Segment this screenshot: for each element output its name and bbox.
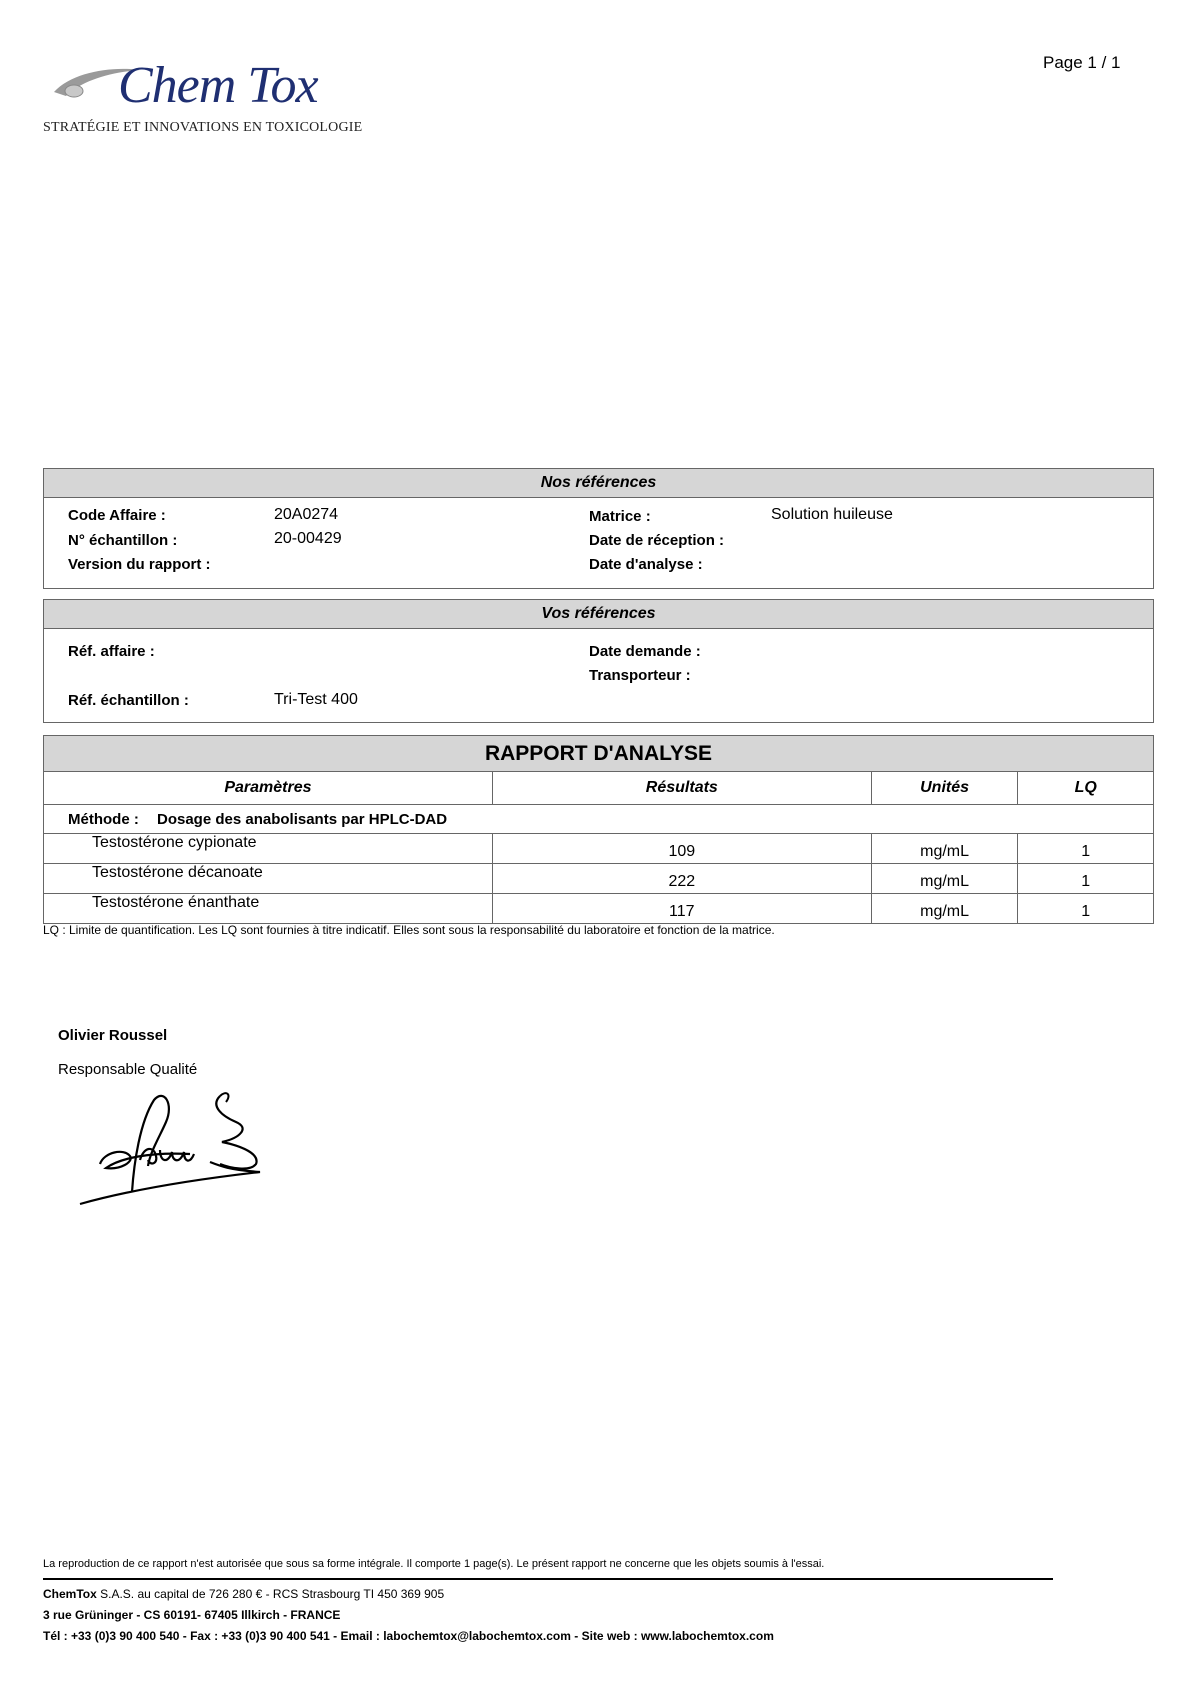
nos-references-title: Nos références	[44, 469, 1153, 498]
result-value: 109	[492, 834, 871, 864]
results-table	[44, 772, 1153, 923]
logo-tagline: STRATÉGIE ET INNOVATIONS EN TOXICOLOGIE	[43, 120, 363, 135]
matrice-value: Solution huileuse	[771, 506, 893, 523]
signer-name: Olivier Roussel	[58, 1027, 168, 1044]
company-logo	[40, 52, 380, 142]
param-name: Testostérone cypionate	[44, 834, 492, 864]
vos-references-box	[43, 599, 1154, 723]
reproduction-note: La reproduction de ce rapport n'est autorisée que sous sa forme intégrale. Il comporte 1 page(s). Le présent rapport ne concerne que les objets soumis à l'essai.	[43, 1558, 825, 1570]
ref-echantillon-value: Tri-Test 400	[274, 691, 358, 708]
matrice-label: Matrice :	[589, 508, 651, 525]
nos-references-box	[43, 468, 1154, 589]
unit-value: mg/mL	[871, 894, 1018, 924]
method-value: Dosage des anabolisants par HPLC-DAD	[157, 810, 448, 828]
signer-role: Responsable Qualité	[58, 1061, 198, 1078]
table-row	[44, 834, 1153, 864]
analysis-report	[43, 735, 1154, 924]
date-analyse-label: Date d'analyse :	[589, 556, 703, 573]
lq-note: LQ : Limite de quantification. Les LQ sont fournies à titre indicatif. Elles sont sous la responsabilité du laboratoire et fonction de la matrice.	[43, 923, 775, 937]
company-legal: S.A.S. au capital de 726 280 € - RCS Strasbourg TI 450 369 905	[96, 1587, 445, 1601]
result-value: 117	[492, 894, 871, 924]
handwritten-signature	[70, 1082, 300, 1212]
lq-value: 1	[1018, 834, 1153, 864]
footer-divider	[43, 1578, 1053, 1580]
column-header-unites: Unités	[871, 772, 1018, 805]
ref-echantillon-label: Réf. échantillon :	[68, 692, 189, 709]
method-label: Méthode :	[68, 810, 139, 828]
table-header-row	[44, 772, 1153, 805]
lq-value: 1	[1018, 864, 1153, 894]
method-row	[44, 805, 1153, 834]
echantillon-value: 20-00429	[274, 530, 342, 547]
code-affaire-value: 20A0274	[274, 506, 339, 523]
logo-text: Chem Tox	[118, 57, 318, 114]
method-cell	[44, 805, 1153, 834]
company-contact: Tél : +33 (0)3 90 400 540 - Fax : +33 (0)3 90 400 541 - Email : labochemtox@labochemtox.com - Site web : www.labochemtox.com	[43, 1629, 774, 1643]
company-info	[43, 1587, 444, 1601]
lq-value: 1	[1018, 894, 1153, 924]
date-demande-label: Date demande :	[589, 643, 701, 660]
transporteur-label: Transporteur :	[589, 667, 691, 684]
column-header-resultats: Résultats	[492, 772, 871, 805]
ref-affaire-label: Réf. affaire :	[68, 643, 155, 660]
unit-value: mg/mL	[871, 834, 1018, 864]
unit-value: mg/mL	[871, 864, 1018, 894]
report-title: RAPPORT D'ANALYSE	[44, 736, 1153, 772]
param-name: Testostérone énanthate	[44, 894, 492, 924]
echantillon-label: N° échantillon :	[68, 532, 178, 549]
company-address: 3 rue Grüninger - CS 60191- 67405 Illkirch - FRANCE	[43, 1608, 341, 1622]
table-row	[44, 894, 1153, 924]
column-header-lq: LQ	[1018, 772, 1153, 805]
vos-references-title: Vos références	[44, 600, 1153, 629]
company-name: ChemTox	[43, 1587, 97, 1601]
version-label: Version du rapport :	[68, 556, 211, 573]
page-number: Page 1 / 1	[1043, 53, 1121, 72]
result-value: 222	[492, 864, 871, 894]
column-header-parametres: Paramètres	[44, 772, 492, 805]
table-row	[44, 864, 1153, 894]
param-name: Testostérone décanoate	[44, 864, 492, 894]
code-affaire-label: Code Affaire :	[68, 507, 166, 524]
date-reception-label: Date de réception :	[589, 532, 725, 549]
